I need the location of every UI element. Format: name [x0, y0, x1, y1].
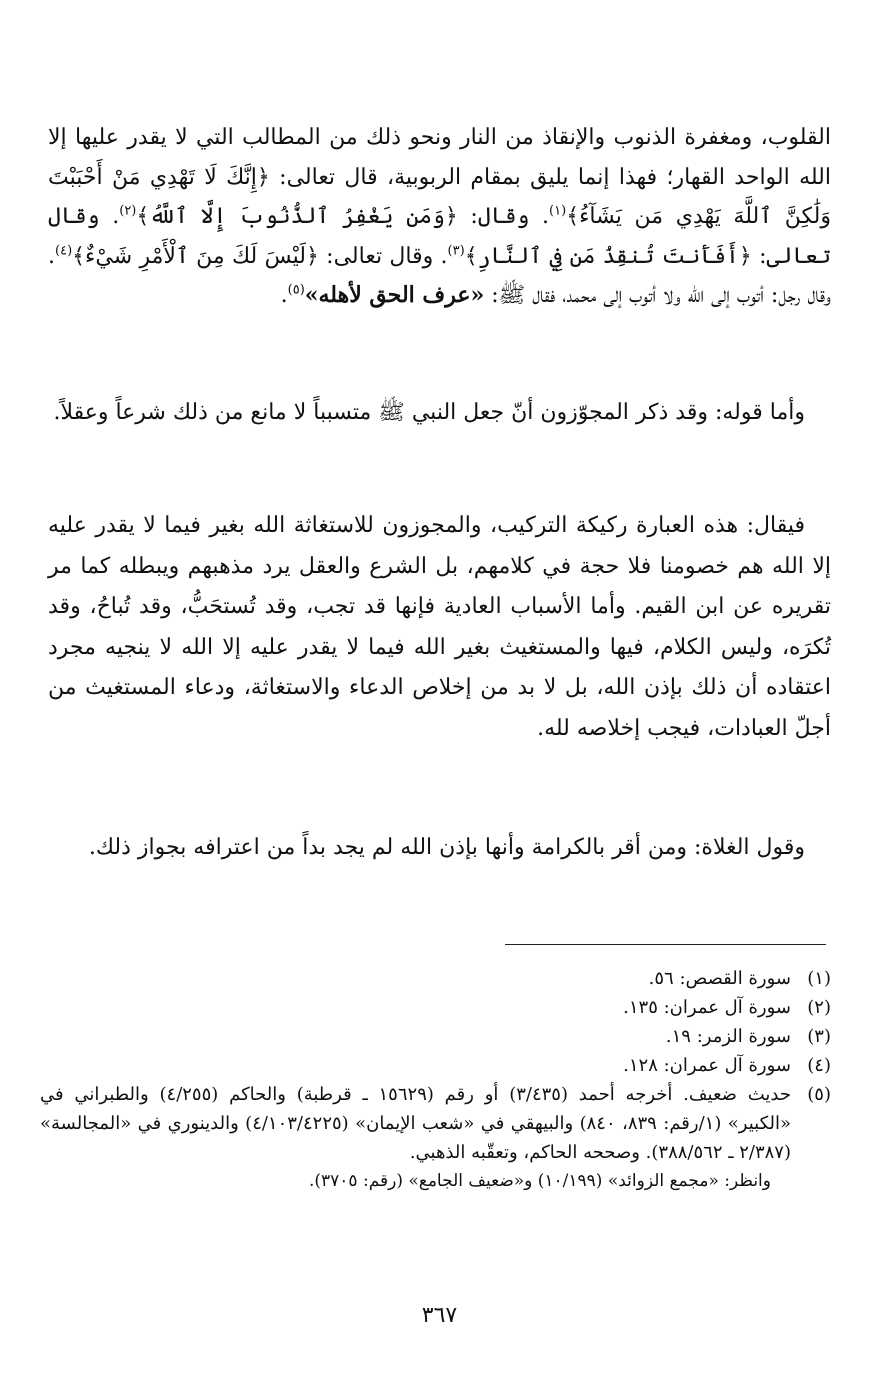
footnote-text: سورة القصص: ٥٦. [648, 968, 791, 989]
footnote-ref-4: (٤) [55, 243, 73, 259]
footnote-number: (٣) [807, 1026, 831, 1047]
footnote-ref-3: (٣) [447, 243, 465, 259]
footnote-ref-1: (١) [549, 203, 567, 219]
p1-run-1: القلوب، ومغفرة الذنوب والإنقاذ من النار ونحو ذلك من المطالب التي لا يقدر عليها إلا الله الواحد القهار؛ فهذا إنما يليق بمقام الربوبية، قال تعالى: ﴿إِنَّكَ لَا تَهْدِي مَنْ أَحْبَبْتَ وَلَٰكِنَّ ٱللَّهَ يَهْدِي مَن يَشَآءُ﴾ [48, 125, 831, 229]
footnote-number: (٢) [807, 997, 831, 1018]
footnote-ref-5: (٥) [287, 282, 305, 298]
footnote-text: سورة آل عمران: ١٣٥. [623, 997, 791, 1018]
paragraph-1 [48, 118, 831, 316]
footnote-3 [40, 1022, 831, 1051]
footnote-divider [505, 944, 826, 945]
footnote-number: (٥) [807, 1084, 831, 1105]
p1-run-3: . وقال: ﴿وَمَن يَغْفِرُ ٱلذُّنُوبَ إِلَّا ٱللَّهُ﴾ [136, 204, 550, 229]
footnote-text: حديث ضعيف. أخرجه أحمد (٣/٤٣٥) أو رقم (١٥٦٢٩ ـ قرطبة) والحاكم (٤/٢٥٥) والطبراني في «الكبير» (١/رقم: ٨٣٩، ٨٤٠) والبيهقي في «شعب الإيمان» (٤/١٠٣/٤٢٢٥) والدينوري في «المجالسة» (٢/٣٨٧ ـ ٣٨٨/٥٦٢). وصححه الحاكم، وتعقّبه الذهبي. [40, 1084, 792, 1163]
footnote-4 [40, 1051, 831, 1080]
footnote-number: (٤) [807, 1055, 831, 1076]
p1-run-12: . [280, 283, 288, 308]
footnote-number: (١) [807, 968, 831, 989]
hadith-quote: «عرف الحق لأهله» [304, 282, 485, 308]
page-number: ٣٦٧ [421, 1303, 458, 1328]
paragraph-2 [48, 392, 831, 433]
paragraph-4 [48, 825, 831, 871]
p3-text: فيقال: هذه العبارة ركيكة التركيب، والمجوزون للاستغاثة الله بغير فيما لا يقدر عليه إلا الله هم خصومنا فلا حجة في كلامهم، بل الشرع والعقل يرد مذهبهم ويبطله كما مر تقريره عن ابن القيم. وأما الأسباب العادية فإنها قد تجب، وقد تُستحَبُّ، وقد تُباحُ، وقد تُكرَه، وليس الكلام، فيها والمستغيث بغير الله فيما لا يقدر عليه إلا الله لا ينجيه مجرد اعتقاده أن ذلك بإذن الله، بل لا بد من إخلاص الدعاء والاستغاثة، ودعاء المستغيث من أجلّ العبادات، فيجب إخلاصه لله. [48, 513, 831, 741]
footnote-see-also: وانظر: «مجمع الزوائد» (١٠/١٩٩) و«ضعيف الجامع» (رقم: ٣٧٠٥). [308, 1171, 771, 1191]
p1-run-7: . وقال تعالى: ﴿لَيْسَ لَكَ مِنَ ٱلْأَمْرِ شَيْءٌ﴾ [72, 243, 448, 269]
p2-text: وأما قوله: وقد ذكر المجوّزون أنّ جعل النبي ﷺ متسبباً لا مانع من ذلك شرعاً وعقلاً. [53, 400, 805, 425]
footnote-text: سورة الزمر: ١٩. [665, 1026, 791, 1047]
paragraph-3 [48, 506, 831, 749]
p1-run-9: . وقال رجل: أتوب إلى الله ولا أتوب إلى محمد، فقال ﷺ: [48, 243, 831, 308]
footnote-ref-2: (٢) [119, 203, 137, 219]
footnotes-list [40, 964, 831, 1196]
footnote-2 [40, 993, 831, 1022]
footnote-5 [40, 1080, 831, 1167]
p4-text: وقول الغلاة: ومن أقر بالكرامة وأنها بإذن الله لم يجد بداً من اعترافه بجواز ذلك. [88, 835, 805, 860]
footnote-text: سورة آل عمران: ١٢٨. [623, 1055, 791, 1076]
footnote-1 [40, 964, 831, 993]
p1-run-5: . وقال تعالى: ﴿أَفَأَنتَ تُنقِذُ مَن فِي ٱلنَّارِ﴾ [48, 204, 831, 269]
